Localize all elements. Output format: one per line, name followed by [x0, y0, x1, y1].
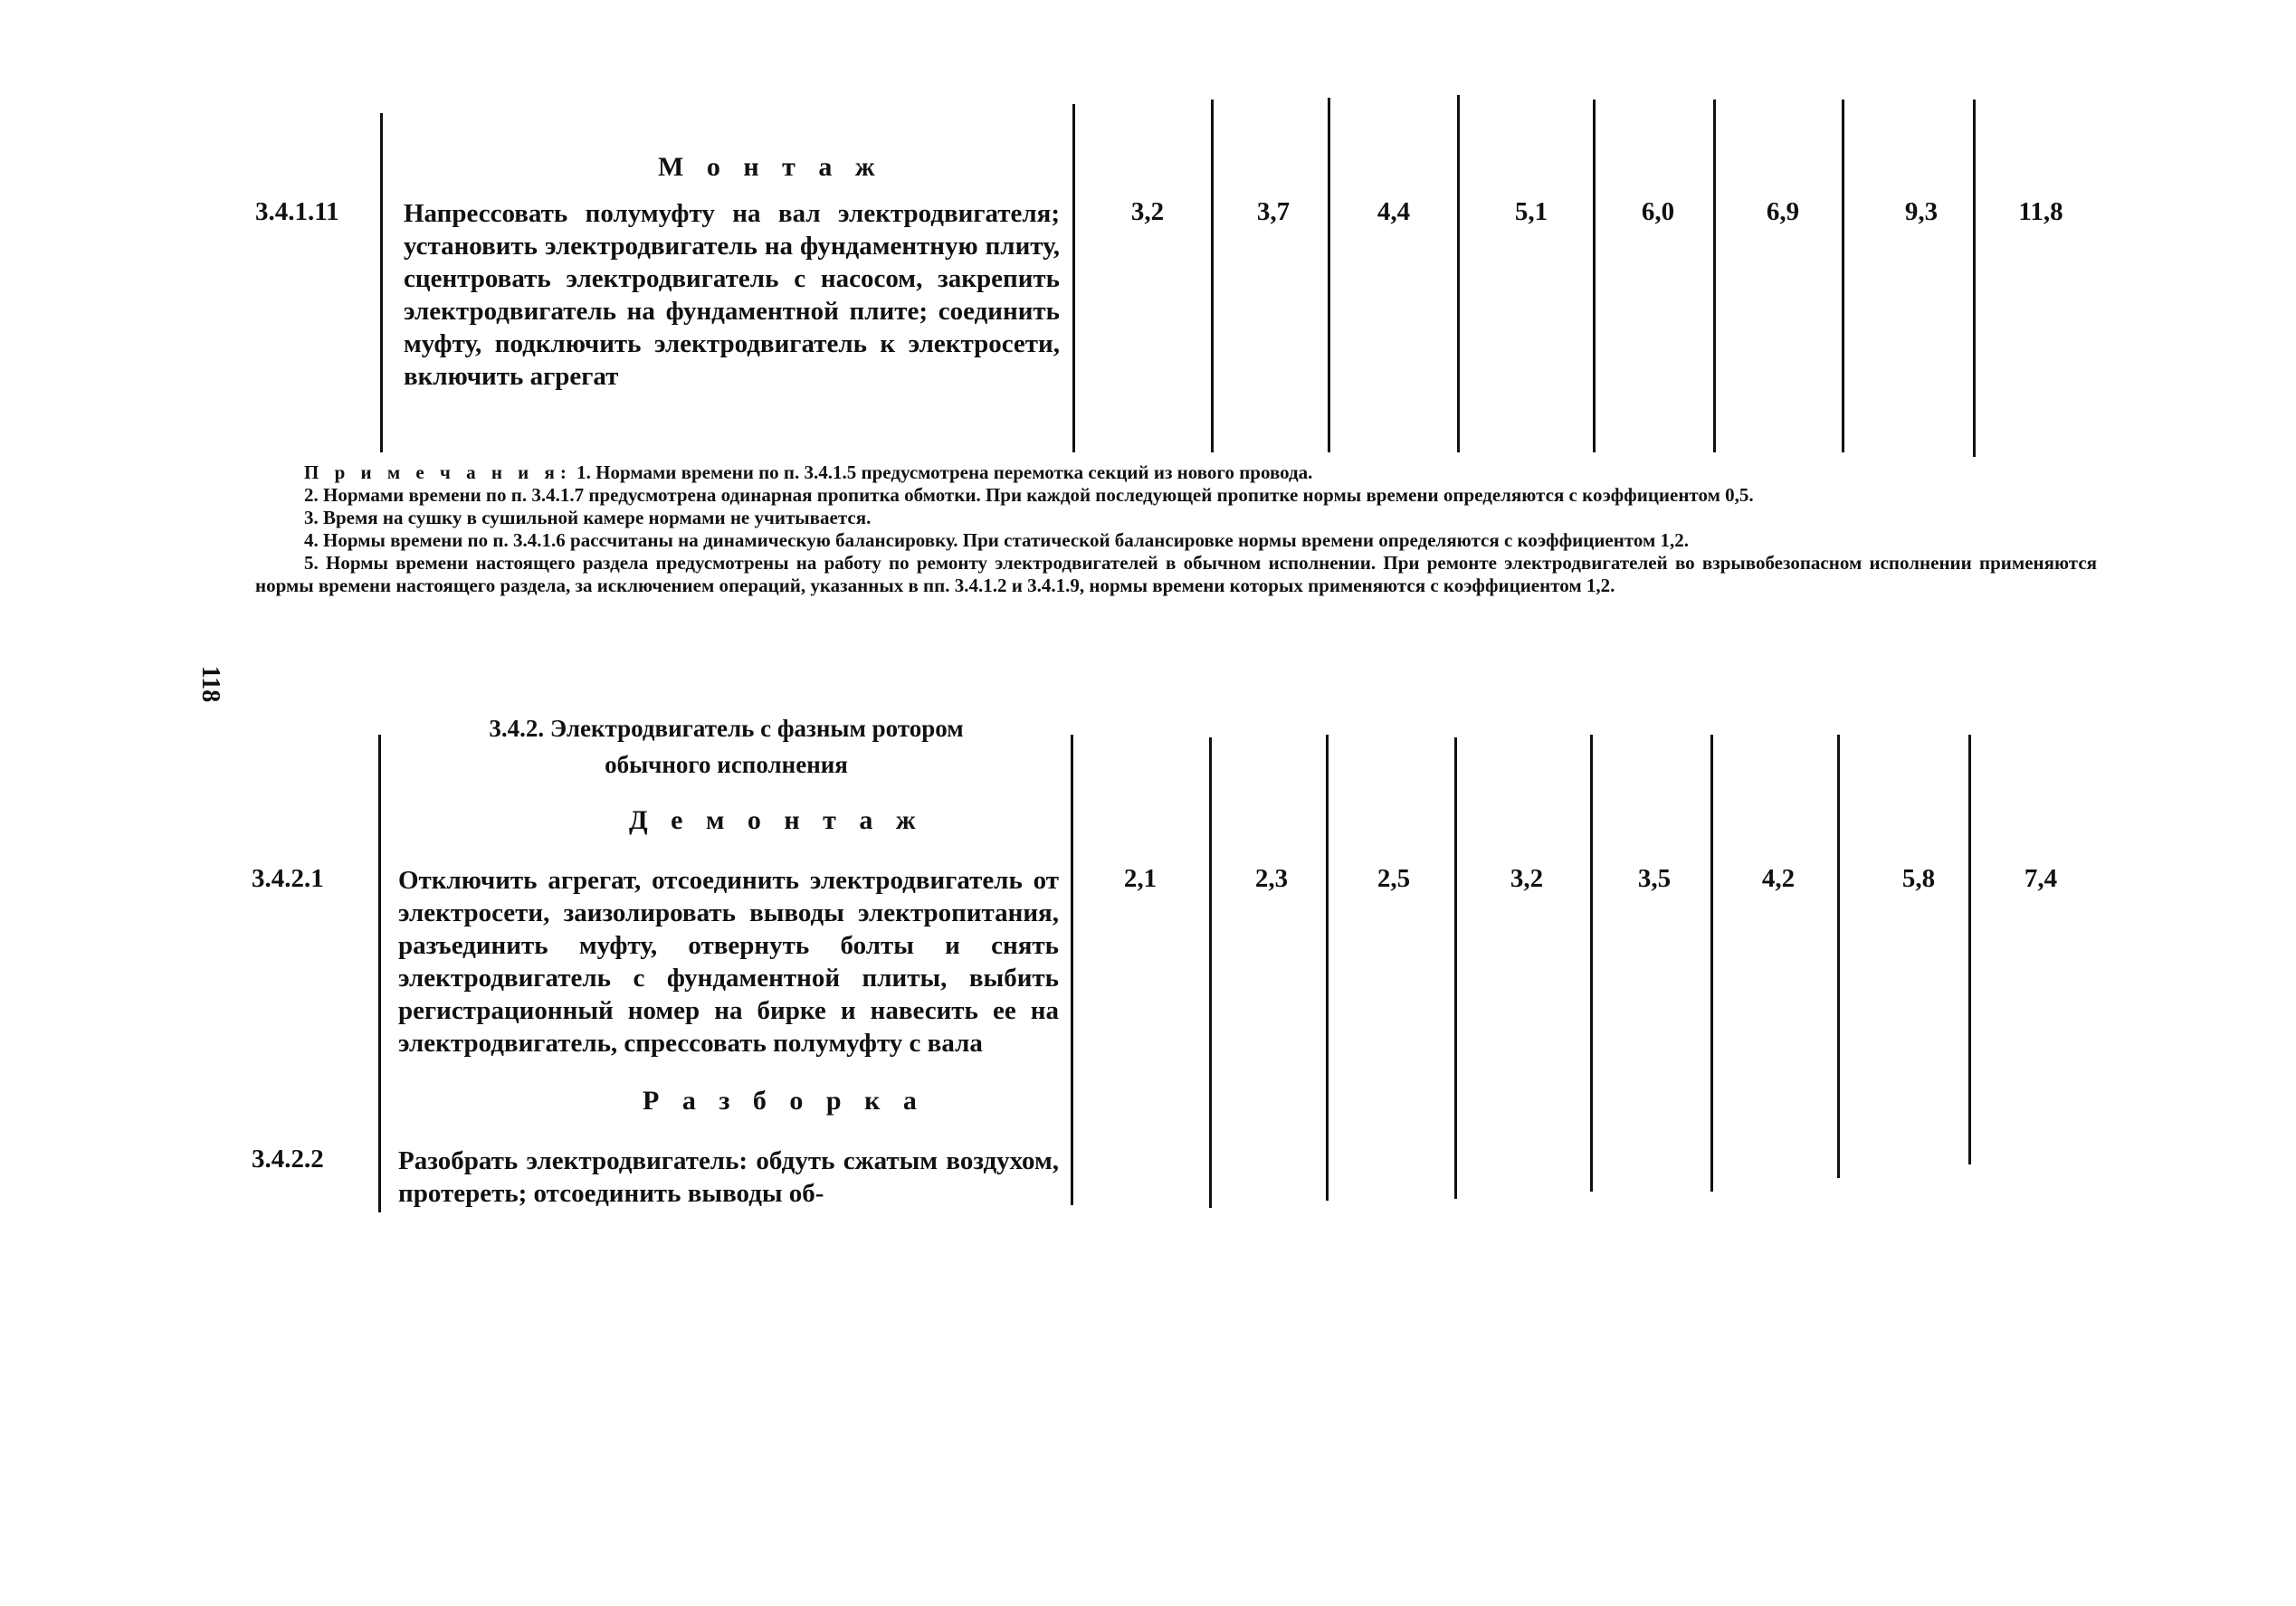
table-line — [1211, 100, 1214, 452]
table-line — [1328, 98, 1330, 452]
table-line — [1842, 100, 1844, 452]
value-cell: 3,2 — [1130, 197, 1165, 226]
value-cell: 2,1 — [1123, 864, 1158, 893]
value-cell: 2,3 — [1254, 864, 1289, 893]
section-heading-demontazh: Д е м о н т а ж — [629, 805, 924, 835]
row-code: 3.4.2.2 — [252, 1145, 324, 1174]
table-line — [1454, 737, 1457, 1199]
value-cell: 2,5 — [1377, 864, 1411, 893]
notes-block — [255, 461, 2097, 597]
value-cell: 5,8 — [1901, 864, 1936, 893]
table-line — [1837, 735, 1840, 1178]
section-title-line2: обычного исполнения — [605, 751, 848, 778]
row-description: Отключить агрегат, отсоединить электродвигатель от электросети, заизолировать выводы электропитания, разъединить муфту, отвернуть болты и снять электродвигатель с фундаментной плиты, выбить регистрационный номер на бирке и навесить ее на электродвигатель, спрессовать полумуфту с вала — [398, 866, 1059, 1058]
section-title-line1: 3.4.2. Электродвигатель с фазным ротором — [489, 715, 964, 742]
table-line — [1457, 95, 1460, 452]
row-code: 3.4.2.1 — [252, 864, 324, 893]
page-number: 118 — [196, 665, 225, 703]
value-cell: 3,2 — [1510, 864, 1544, 893]
note-item: 4. Нормы времени по п. 3.4.1.6 рассчитаны на динамическую балансировку. При статической балансировке нормы времени определяются с коэффициентом 1,2. — [304, 529, 1690, 551]
section-heading-razborka: Р а з б о р к а — [643, 1086, 925, 1116]
table-line — [1209, 737, 1212, 1208]
note-item: 2. Нормами времени по п. 3.4.1.7 предусмотрена одинарная пропитка обмотки. При каждой последующей пропитке нормы времени определяются с коэффициентом 0,5. — [304, 484, 1754, 506]
value-cell: 4,4 — [1377, 197, 1411, 226]
value-cell: 9,3 — [1904, 197, 1939, 226]
value-cell: 3,7 — [1256, 197, 1291, 226]
row-description: Напрессовать полумуфту на вал электродвигателя; установить электродвигатель на фундаментную плиту, сцентровать электродвигатель с насосом, закрепить электродвигатель на фундаментной плите; соединить муфту, подключить электродвигатель к электросети, включить агрегат — [404, 199, 1060, 391]
note-item: 1. Нормами времени по п. 3.4.1.5 предусмотрена перемотка секций из нового провода. — [576, 461, 1313, 483]
table-line — [378, 735, 381, 1212]
table-line — [1072, 104, 1075, 452]
table-line — [1590, 735, 1593, 1192]
table-line — [1973, 100, 1976, 457]
value-cell: 4,2 — [1761, 864, 1796, 893]
table-line — [1326, 735, 1329, 1201]
row-code: 3.4.1.11 — [255, 197, 339, 226]
note-item: 3. Время на сушку в сушильной камере нормами не учитывается. — [304, 507, 872, 528]
table-line — [380, 113, 383, 452]
table-line — [1593, 100, 1596, 452]
value-cell: 6,0 — [1641, 197, 1675, 226]
value-cell: 11,8 — [2018, 197, 2063, 226]
table-line — [1713, 100, 1716, 452]
value-cell: 6,9 — [1766, 197, 1800, 226]
table-line — [1710, 735, 1713, 1192]
section-heading-montazh: М о н т а ж — [658, 152, 883, 182]
notes-title: П р и м е ч а н и я: — [304, 461, 572, 483]
section-title — [380, 710, 1072, 783]
value-cell: 3,5 — [1637, 864, 1672, 893]
value-cell: 5,1 — [1514, 197, 1548, 226]
row-description: Разобрать электродвигатель: обдуть сжатым воздухом, протереть; отсоединить выводы об- — [398, 1146, 1059, 1208]
table-line — [1071, 735, 1073, 1205]
note-item: 5. Нормы времени настоящего раздела предусмотрены на работу по ремонту электродвигателей в обычном исполнении. При ремонте электродвигателей во взрывобезопасном исполнении применяются нормы времени настоящего раздела, за исключением операций, указанных в пп. 3.4.1.2 и 3.4.1.9, нормы времени которых применяются с коэффициентом 1,2. — [255, 552, 2097, 596]
value-cell: 7,4 — [2024, 864, 2058, 893]
table-line — [1968, 735, 1971, 1164]
